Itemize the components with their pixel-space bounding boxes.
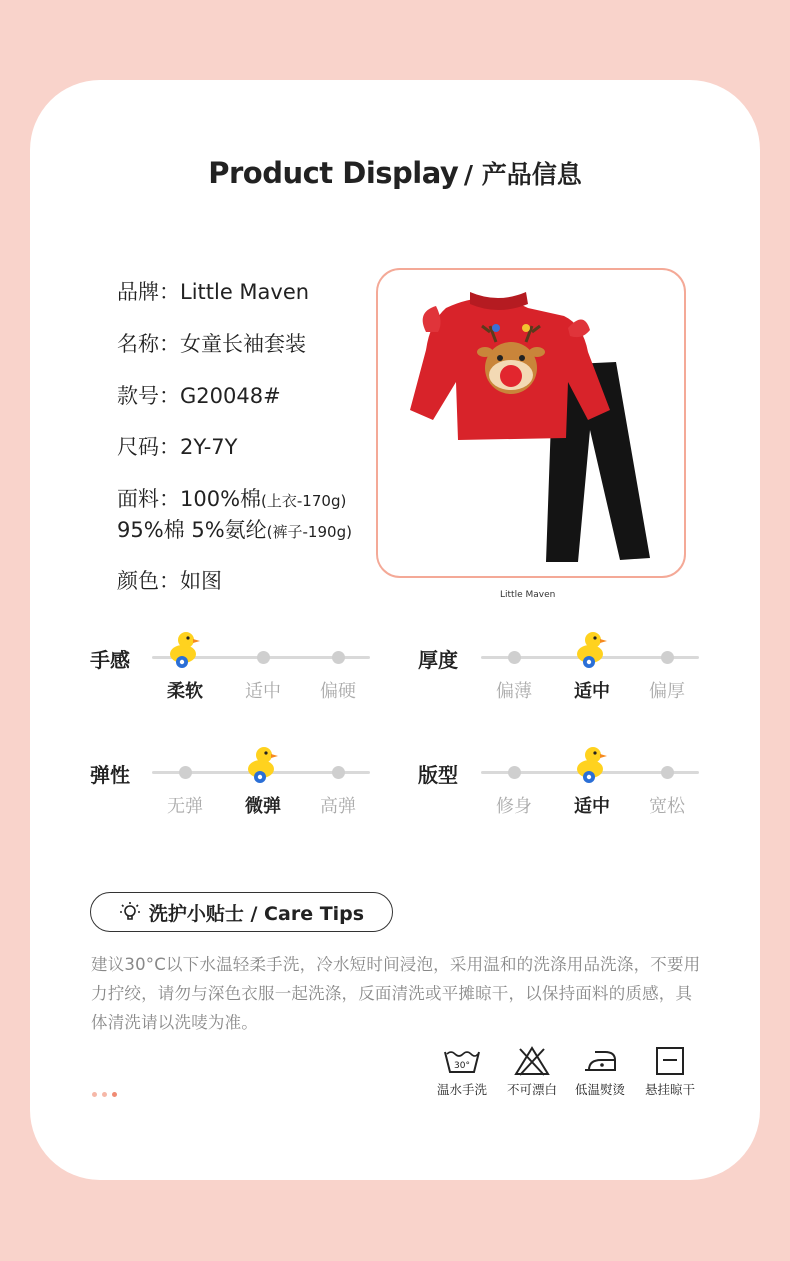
attr-scale-dot — [332, 766, 345, 779]
spec-style-no: 款号：G20048# — [117, 384, 281, 408]
page-dot — [92, 1092, 97, 1097]
duck-marker-icon — [245, 744, 281, 784]
duck-marker-icon — [574, 629, 610, 669]
page-dot-active — [112, 1092, 117, 1097]
spec-name: 名称：女童长袖套装 — [117, 332, 306, 356]
attr-scale-dot — [508, 651, 521, 664]
attr-option: 偏薄 — [496, 681, 532, 702]
svg-text:30°: 30° — [454, 1061, 470, 1071]
duck-marker-icon — [574, 744, 610, 784]
attr-label: 弹性 — [90, 763, 130, 787]
page-dots — [92, 1092, 117, 1097]
attr-option: 无弹 — [167, 796, 203, 817]
attr-option: 柔软 — [167, 681, 203, 702]
hand-wash-30-icon — [427, 1046, 497, 1098]
duck-marker-icon — [167, 629, 203, 669]
attr-option: 高弹 — [320, 796, 356, 817]
page-title — [0, 155, 790, 191]
attr-option: 偏硬 — [320, 681, 356, 702]
attr-option: 偏厚 — [649, 681, 685, 702]
no-bleach-icon — [497, 1046, 567, 1098]
photo-caption: Little Maven — [500, 590, 556, 600]
spec-fabric: 面料：100%棉(上衣-170g) — [117, 487, 347, 511]
attr-label: 版型 — [418, 763, 458, 787]
attr-option: 适中 — [574, 681, 610, 702]
spec-brand: 品牌：Little Maven — [117, 280, 310, 304]
attr-scale-dot — [508, 766, 521, 779]
attr-label: 厚度 — [418, 648, 458, 672]
attr-option: 修身 — [496, 796, 532, 817]
spec-color: 颜色：如图 — [117, 569, 222, 593]
care-icon-label: 温水手洗 — [436, 1082, 487, 1097]
care-icon-label: 低温熨烫 — [574, 1082, 625, 1097]
product-photo — [376, 268, 686, 578]
attr-option: 适中 — [574, 796, 610, 817]
care-tips-pill — [90, 892, 393, 932]
hang-dry-icon — [635, 1046, 705, 1098]
spec-fabric-line2: 95%棉 5%氨纶(裤子-190g) — [117, 518, 352, 542]
attr-option: 适中 — [245, 681, 281, 702]
attr-scale-dot — [332, 651, 345, 664]
care-tips-label: 洗护小贴士 / Care Tips — [148, 902, 365, 925]
attr-label: 手感 — [90, 648, 130, 672]
care-icon-label: 不可漂白 — [506, 1082, 557, 1097]
title-zh: / 产品信息 — [463, 160, 582, 189]
bulb-icon — [119, 901, 141, 923]
attr-option: 宽松 — [649, 796, 685, 817]
attr-option: 微弹 — [245, 796, 281, 817]
title-en: Product Display — [208, 156, 459, 190]
attr-scale-dot — [179, 766, 192, 779]
attr-scale-dot — [257, 651, 270, 664]
attr-scale-dot — [661, 766, 674, 779]
spec-size: 尺码：2Y-7Y — [117, 435, 238, 459]
attr-scale-dot — [661, 651, 674, 664]
care-description: 建议30°C以下水温轻柔手洗，冷水短时间浸泡，采用温和的洗涤用品洗涤，不要用力拧绞，请勿与深色衣服一起洗涤，反面清洗或平摊晾干，以保持面料的质感，具体清洗请以洗唛为准。 — [91, 955, 701, 1032]
low-iron-icon — [565, 1046, 635, 1098]
page-dot — [102, 1092, 107, 1097]
care-icon-label: 悬挂晾干 — [644, 1082, 695, 1097]
